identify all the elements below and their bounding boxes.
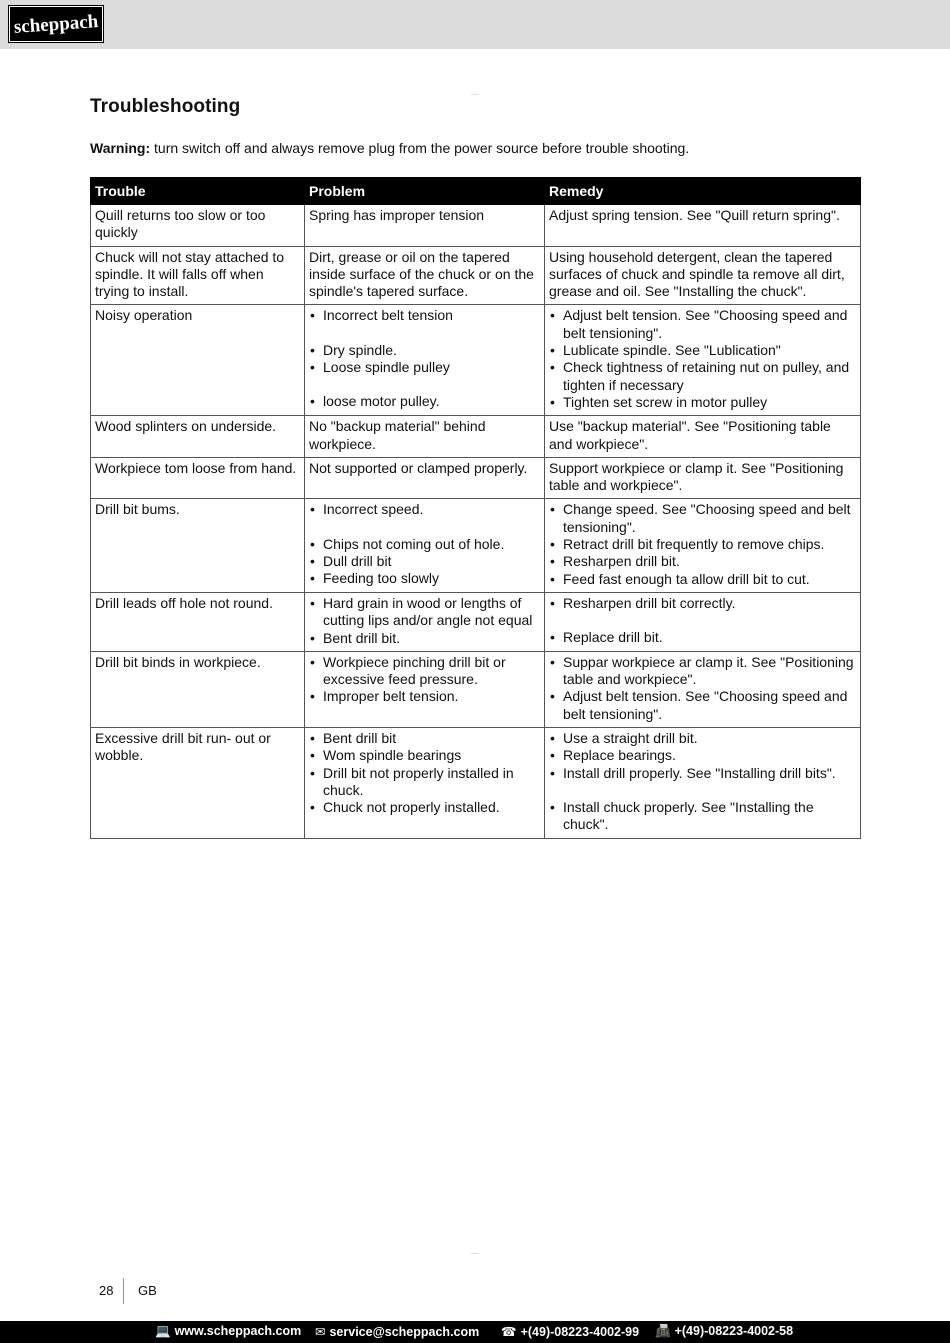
- problem-cell: Spring has improper tension: [305, 205, 545, 247]
- remedy-cell: Using household detergent, clean the tapered surfaces of chuck and spindle ta remove all dirt, grease and oil. See "Installing the chuck".: [545, 246, 861, 305]
- table-row: [91, 457, 861, 499]
- problem-cell: [305, 592, 545, 651]
- footer-website: [155, 1324, 301, 1339]
- trouble-cell: Drill bit bums.: [91, 499, 305, 592]
- problem-cell: [305, 305, 545, 416]
- list-item: • Retract drill bit frequently to remove chips.: [549, 536, 856, 553]
- table-row: [91, 728, 861, 838]
- table-row: [91, 651, 861, 727]
- table-row: [91, 305, 861, 416]
- trouble-cell: Workpiece tom loose from hand.: [91, 457, 305, 499]
- bullet-list: [549, 595, 856, 647]
- page-number: 28: [99, 1283, 114, 1298]
- bullet-list: [309, 595, 540, 647]
- list-item: • Incorrect belt tension: [309, 307, 540, 324]
- list-item: • Check tightness of retaining nut on pulley, and tighten if necessary: [549, 359, 856, 394]
- page-divider: [123, 1278, 124, 1304]
- list-item: • Bent drill bit.: [309, 630, 540, 647]
- trouble-cell: Noisy operation: [91, 305, 305, 416]
- list-item: • Hard grain in wood or lengths of cutting lips and/or angle not equal: [309, 595, 540, 630]
- bullet-list: [309, 730, 540, 816]
- bullet-list: [549, 501, 856, 587]
- list-item: • Workpiece pinching drill bit or excessive feed pressure.: [309, 654, 540, 689]
- list-item: • Bent drill bit: [309, 730, 540, 747]
- fax-text: +(49)-08223-4002-58: [674, 1324, 794, 1338]
- list-item: • Feeding too slowly: [309, 570, 540, 587]
- list-item: • Suppar workpiece ar clamp it. See "Positioning table and workpiece".: [549, 654, 856, 689]
- remedy-cell: [545, 499, 861, 592]
- list-item: • Replace bearings.: [549, 747, 856, 764]
- fax-icon: 📠: [655, 1324, 671, 1338]
- column-header-problem: Problem: [305, 178, 545, 205]
- phone-text: +(49)-08223-4002-99: [520, 1325, 640, 1339]
- problem-cell: [305, 651, 545, 727]
- list-item: • Chips not coming out of hole.: [309, 536, 540, 553]
- list-item: • Adjust belt tension. See "Choosing speed and belt tensioning".: [549, 307, 856, 342]
- remedy-cell: Adjust spring tension. See "Quill return spring".: [545, 205, 861, 247]
- remedy-cell: [545, 651, 861, 727]
- list-item: • Adjust belt tension. See "Choosing speed and belt tensioning".: [549, 688, 856, 723]
- table-row: [91, 246, 861, 305]
- language-code: GB: [138, 1283, 157, 1298]
- column-header-trouble: Trouble: [91, 178, 305, 205]
- table-row: [91, 499, 861, 592]
- remedy-cell: Use "backup material". See "Positioning table and workpiece".: [545, 416, 861, 458]
- bullet-list: [309, 501, 540, 587]
- bullet-list: [549, 730, 856, 833]
- list-item: • Loose spindle pulley: [309, 359, 540, 376]
- warning-note: [90, 140, 689, 156]
- header-bar: [0, 0, 950, 49]
- website-text[interactable]: www.scheppach.com: [174, 1324, 302, 1338]
- page-title: Troubleshooting: [90, 96, 241, 117]
- list-item: • Wom spindle bearings: [309, 747, 540, 764]
- crop-mark: [471, 94, 479, 95]
- footer-bar: [0, 1321, 950, 1343]
- trouble-cell: Excessive drill bit run- out or wobble.: [91, 728, 305, 838]
- problem-cell: Dirt, grease or oil on the tapered inside surface of the chuck or on the spindle's tapered surface.: [305, 246, 545, 305]
- remedy-cell: [545, 728, 861, 838]
- list-item: • Tighten set screw in motor pulley: [549, 394, 856, 411]
- email-icon: ✉: [315, 1325, 326, 1339]
- column-header-remedy: Remedy: [545, 178, 861, 205]
- table-row: [91, 205, 861, 247]
- list-item: • Install chuck properly. See "Installing the chuck".: [549, 799, 856, 834]
- list-item: • Chuck not properly installed.: [309, 799, 540, 816]
- remedy-cell: [545, 592, 861, 651]
- problem-cell: Not supported or clamped properly.: [305, 457, 545, 499]
- footer-fax: [655, 1324, 793, 1339]
- bullet-list: [549, 654, 856, 723]
- trouble-cell: Quill returns too slow or too quickly: [91, 205, 305, 247]
- remedy-cell: [545, 305, 861, 416]
- list-item: • Resharpen drill bit.: [549, 553, 856, 570]
- problem-cell: No "backup material" behind workpiece.: [305, 416, 545, 458]
- list-item: • Use a straight drill bit.: [549, 730, 856, 747]
- footer-phone: [501, 1324, 639, 1339]
- table-row: [91, 416, 861, 458]
- remedy-cell: Support workpiece or clamp it. See "Positioning table and workpiece".: [545, 457, 861, 499]
- bullet-list: [309, 307, 540, 410]
- scheppach-logo: [9, 6, 103, 42]
- list-item: • Dry spindle.: [309, 342, 540, 359]
- bullet-list: [549, 307, 856, 411]
- troubleshooting-table: [90, 177, 861, 839]
- phone-icon: ☎: [501, 1325, 517, 1339]
- list-item: • Change speed. See "Choosing speed and belt tensioning".: [549, 501, 856, 536]
- computer-icon: 💻: [155, 1324, 171, 1338]
- table-header-row: [91, 178, 861, 205]
- list-item: • Lublicate spindle. See "Lublication": [549, 342, 856, 359]
- list-item: • Install drill properly. See "Installing drill bits".: [549, 765, 856, 782]
- trouble-cell: Drill bit binds in workpiece.: [91, 651, 305, 727]
- crop-mark: [471, 1253, 479, 1254]
- trouble-cell: Chuck will not stay attached to spindle. It will falls off when trying to install.: [91, 246, 305, 305]
- problem-cell: [305, 728, 545, 838]
- list-item: • Replace drill bit.: [549, 629, 856, 646]
- warning-text: turn switch off and always remove plug from the power source before trouble shooting.: [150, 140, 690, 156]
- list-item: • Improper belt tension.: [309, 688, 540, 705]
- trouble-cell: Wood splinters on underside.: [91, 416, 305, 458]
- list-item: • Incorrect speed.: [309, 501, 540, 518]
- email-text[interactable]: service@scheppach.com: [329, 1325, 480, 1339]
- problem-cell: [305, 499, 545, 592]
- footer-email: [315, 1324, 479, 1339]
- warning-label: Warning:: [90, 140, 151, 156]
- list-item: • Feed fast enough ta allow drill bit to cut.: [549, 571, 856, 588]
- trouble-cell: Drill leads off hole not round.: [91, 592, 305, 651]
- bullet-list: [309, 654, 540, 706]
- svg-text:scheppach: scheppach: [13, 11, 99, 38]
- list-item: • Drill bit not properly installed in chuck.: [309, 765, 540, 800]
- list-item: • Dull drill bit: [309, 553, 540, 570]
- list-item: • Resharpen drill bit correctly.: [549, 595, 856, 612]
- list-item: • loose motor pulley.: [309, 393, 540, 410]
- table-row: [91, 592, 861, 651]
